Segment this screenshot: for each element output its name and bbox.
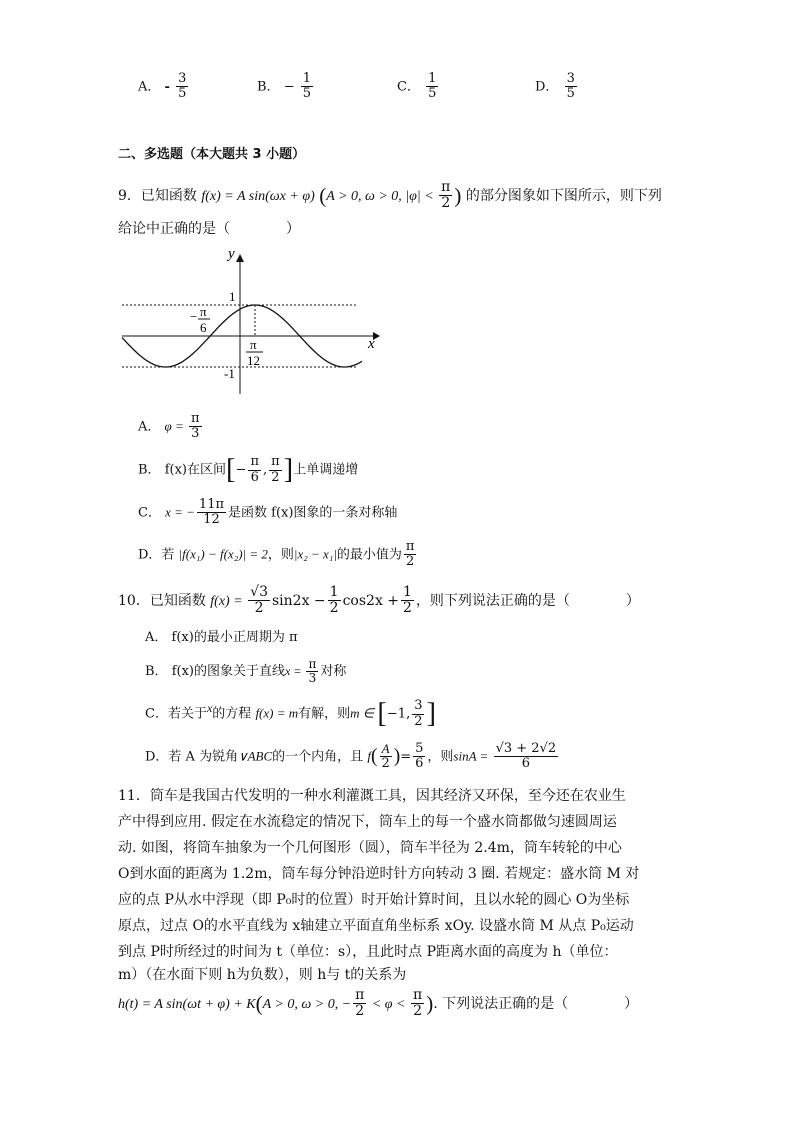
q8-option-d (535, 72, 579, 102)
q8-option-b-sign: − (283, 79, 295, 95)
q9-option-b-label: B． (138, 462, 161, 478)
q9-option-d-label: D．若 (138, 547, 175, 563)
frac-num: π (441, 179, 451, 195)
q9-option-c-post: 是函数 f(x)图象的一条对称轴 (228, 505, 398, 521)
q8-option-b-frac (301, 72, 313, 102)
bracket-close: ] (283, 454, 294, 485)
frac-num: π (308, 657, 317, 671)
frac-den: 2 (403, 600, 412, 617)
q10-option-d-eq: = (400, 749, 412, 765)
q10-option-c-eq: f(x) = m (255, 705, 299, 721)
q10-option-b-frac (306, 658, 318, 685)
q10-option-a-text: f(x)的最小正周期为 π (171, 630, 298, 645)
q11-cond-frac1 (353, 988, 366, 1020)
bracket-close: ] (426, 698, 437, 729)
q9-option-c-frac (197, 498, 226, 528)
frac-num: √3 + 2√2 (495, 741, 557, 756)
q9-func: f(x) = A sin(ωx + φ) (201, 188, 315, 204)
frac-den: 2 (414, 713, 423, 729)
frac-den: 6 (250, 469, 259, 485)
frac-den: 2 (271, 469, 280, 485)
q9-option-a-expr: φ = (164, 418, 187, 434)
frac-num: 3 (566, 71, 575, 86)
frac-num: π (413, 987, 423, 1003)
frac-num: 3 (178, 71, 187, 86)
frac-den: 2 (381, 756, 390, 772)
q9-option-d-mid: ，则 (267, 547, 294, 563)
q10-option-c-mid: 的方程 (212, 706, 252, 722)
q9-option-a-label: A． (138, 419, 161, 435)
frac-num: π (355, 987, 365, 1003)
frac-num: 1 (403, 584, 412, 600)
frac-num: 11π (198, 497, 225, 512)
q10-option-b (145, 658, 346, 685)
q9-option-d-post: 的最小值为 (336, 547, 402, 563)
frac-num: 3 (414, 698, 423, 714)
q9-option-c-label: C． (138, 505, 161, 521)
frac-den: 5 (566, 86, 575, 102)
paren-open: ( (255, 991, 263, 1016)
q11-line6: 原点，过点 O的水平直线为 x轴建立平面直角坐标系 xOy. 设盛水筒 M 从点 P₀运动 (118, 918, 634, 934)
frac-num: √3 (250, 584, 268, 600)
q8-option-b (257, 72, 315, 102)
q11-line4: O到水面的距离为 1.2m，筒车每分钟沿逆时针方向转动 3 圈. 若规定：盛水筒 M 对 (118, 866, 640, 882)
q8-option-a (138, 72, 190, 102)
q8-option-c-label: C． (397, 79, 420, 95)
q8-option-b-label: B． (257, 79, 280, 95)
q10-option-d-ans (494, 742, 559, 772)
label-pi12-num: π (250, 337, 257, 352)
q8-option-a-sign: - (164, 79, 170, 95)
q9-tail: 的部分图象如下图所示，则下列 (465, 187, 662, 204)
q10-t1-post: sin2x − (271, 592, 326, 609)
q9-option-b-post: 上单调递增 (293, 462, 359, 478)
frac-num: 1 (302, 71, 312, 86)
q10-func: f(x) = (210, 593, 247, 609)
frac-num: π (271, 454, 280, 470)
q9-option-b: B． f(x)在区间[− $\frac{\pi}{6}$ , $\frac{\pi}{2}$ ]上单调递增 (138, 454, 359, 485)
q8-option-d-frac (565, 72, 577, 102)
q9-option-b-frac1 (248, 455, 261, 485)
q10-option-d-arg (379, 742, 391, 772)
q11-cond-mid: < φ < (368, 996, 409, 1012)
q9-stem-line1 (118, 180, 662, 212)
bracket-open: [ (226, 454, 236, 485)
q11-line8: m）（在水面下则 h为负数），则 h与 t的关系为 (118, 967, 407, 983)
label-neg-pi6-sign: − (190, 309, 198, 324)
q10-tail: ，则下列说法正确的是（ ） (415, 592, 640, 609)
frac-num: 1 (329, 584, 339, 600)
frac-num: 5 (415, 741, 424, 756)
q9-option-c-pre: x = − (165, 504, 195, 520)
frac-num: 1 (428, 71, 437, 86)
section-title: 二、多选题（本大题共 3 小题） (118, 147, 306, 162)
q11-line5: 应的点 P从水中浮现（即 P₀时的位置）时开始计算时间，且以水轮的圆心 O为坐标 (118, 892, 630, 908)
label-pi12-den: 12 (247, 353, 260, 368)
q9-option-d (138, 540, 418, 570)
frac-den: 2 (254, 600, 264, 617)
q10-option-c-x: x (206, 701, 213, 716)
q9-option-d-abs: |x₂ − x₁| (293, 546, 337, 562)
frac-den: 2 (441, 195, 451, 212)
frac-den: 5 (178, 86, 187, 102)
q10-option-b-x: x = (285, 664, 305, 679)
q10-option-b-post: 对称 (320, 664, 347, 680)
frac-num: π (405, 539, 415, 554)
q9-option-c (138, 498, 397, 528)
bracket-open: [ (377, 698, 387, 729)
x-axis-label: x (368, 336, 375, 352)
q8-option-a-frac (176, 72, 188, 102)
q10-option-c-int: −1, (386, 706, 411, 722)
q9-cond-frac (439, 180, 452, 212)
q10-frac3 (401, 585, 414, 617)
q10-frac2 (328, 585, 341, 617)
paren-close: ) (454, 183, 462, 208)
q10-option-d-frac (413, 742, 425, 772)
label-neg1: -1 (224, 366, 235, 381)
q10-option-c (145, 698, 436, 730)
frac-den: 2 (329, 600, 339, 617)
q9-option-d-frac (404, 540, 417, 570)
q11-formula-line (118, 988, 638, 1020)
frac-den: 2 (355, 1003, 365, 1020)
q10-option-c-mid2: 有解，则 (298, 706, 351, 722)
q10-option-c-frac (412, 699, 424, 729)
frac-den: 2 (406, 554, 415, 570)
q11-cond-frac2 (411, 988, 424, 1020)
q9-cond: A > 0, ω > 0, |φ| < (326, 188, 438, 204)
q10-t2-post: cos2x + (342, 592, 400, 609)
frac-den: 12 (203, 512, 220, 528)
label-neg-pi6-num: π (200, 304, 207, 319)
paren-close: ) (426, 991, 434, 1016)
q10-option-d-mid2: ，则 (427, 749, 454, 765)
q10-option-a-label: A． (145, 630, 168, 645)
label-neg-pi6-den: 6 (200, 320, 207, 335)
y-axis-arrow (236, 254, 244, 262)
q10-number: 10．已知函数 (118, 592, 206, 609)
q10-option-d-sin: sinA = (453, 748, 492, 764)
frac-num: π (250, 454, 259, 470)
q10-option-c-m: m ∈ (350, 705, 378, 721)
q9-graph (118, 248, 383, 398)
q11-cond: A > 0, ω > 0, − (262, 996, 352, 1012)
q10-stem (118, 585, 640, 617)
q8-option-a-label: A． (138, 79, 161, 95)
q9-stem-line2: 给论中正确的是（ ） (118, 221, 300, 237)
q10-option-d (145, 742, 560, 772)
paren-close: ) (393, 745, 401, 767)
frac-den: 3 (191, 426, 200, 442)
q10-option-b-label: B． (145, 664, 168, 680)
y-axis-label: y (228, 248, 235, 262)
q10-option-c-label: C．若关于 (145, 706, 207, 722)
q11-line1: 11．筒车是我国古代发明的一种水利灌溉工具，因其经济又环保，至今还在农业生 (118, 788, 626, 804)
label-1: 1 (229, 289, 236, 304)
frac-den: 2 (413, 1003, 423, 1020)
q11-line2: 产中得到应用. 假定在水流稳定的情况下，筒车上的每一个盛水筒都做匀速圆周运 (118, 814, 617, 830)
q8-option-c (397, 72, 440, 102)
frac-den: 6 (521, 756, 530, 772)
q10-option-d-tri: ∨ABC (238, 748, 273, 764)
q11-tail: . 下列说法正确的是（ ） (433, 995, 639, 1012)
q10-option-b-text: f(x)的图象关于直线 (171, 664, 285, 680)
q9-number: 9．已知函数 (118, 187, 197, 204)
frac-num: π (191, 411, 200, 426)
q10-option-d-f: f (367, 748, 371, 764)
frac-den: 3 (308, 671, 317, 686)
q9-option-d-expr: |f(x₁) − f(x₂)| = 2 (178, 546, 268, 562)
frac-den: 5 (428, 86, 437, 102)
q10-option-a (145, 626, 298, 645)
q8-option-d-label: D． (535, 79, 559, 95)
q9-option-b-pre: f(x)在区间 (164, 462, 226, 478)
frac-den: 5 (302, 86, 312, 102)
q9-option-b-frac2 (269, 455, 282, 485)
q9-option-a (138, 412, 204, 442)
frac-num: A (381, 741, 390, 756)
frac-den: 6 (415, 756, 424, 772)
q10-option-d-mid: 的一个内角，且 (272, 749, 364, 765)
q10-option-d-label: D．若 A 为锐角 (145, 749, 239, 765)
q11-line3: 动. 如图，将筒车抽象为一个几何图形（圆），筒车半径为 2.4m，筒车转轮的中心 (118, 840, 622, 856)
paren-open: ( (370, 745, 378, 767)
q11-line7: 到点 P时所经过的时间为 t（单位：s），且此时点 P距离水面的高度为 h（单位： (118, 944, 618, 960)
q9-option-a-frac (189, 412, 202, 442)
q10-frac1 (248, 585, 270, 617)
q11-formula: h(t) = A sin(ωt + φ) + K (118, 996, 256, 1012)
q8-option-c-frac (426, 72, 438, 102)
paren-open: ( (319, 183, 327, 208)
